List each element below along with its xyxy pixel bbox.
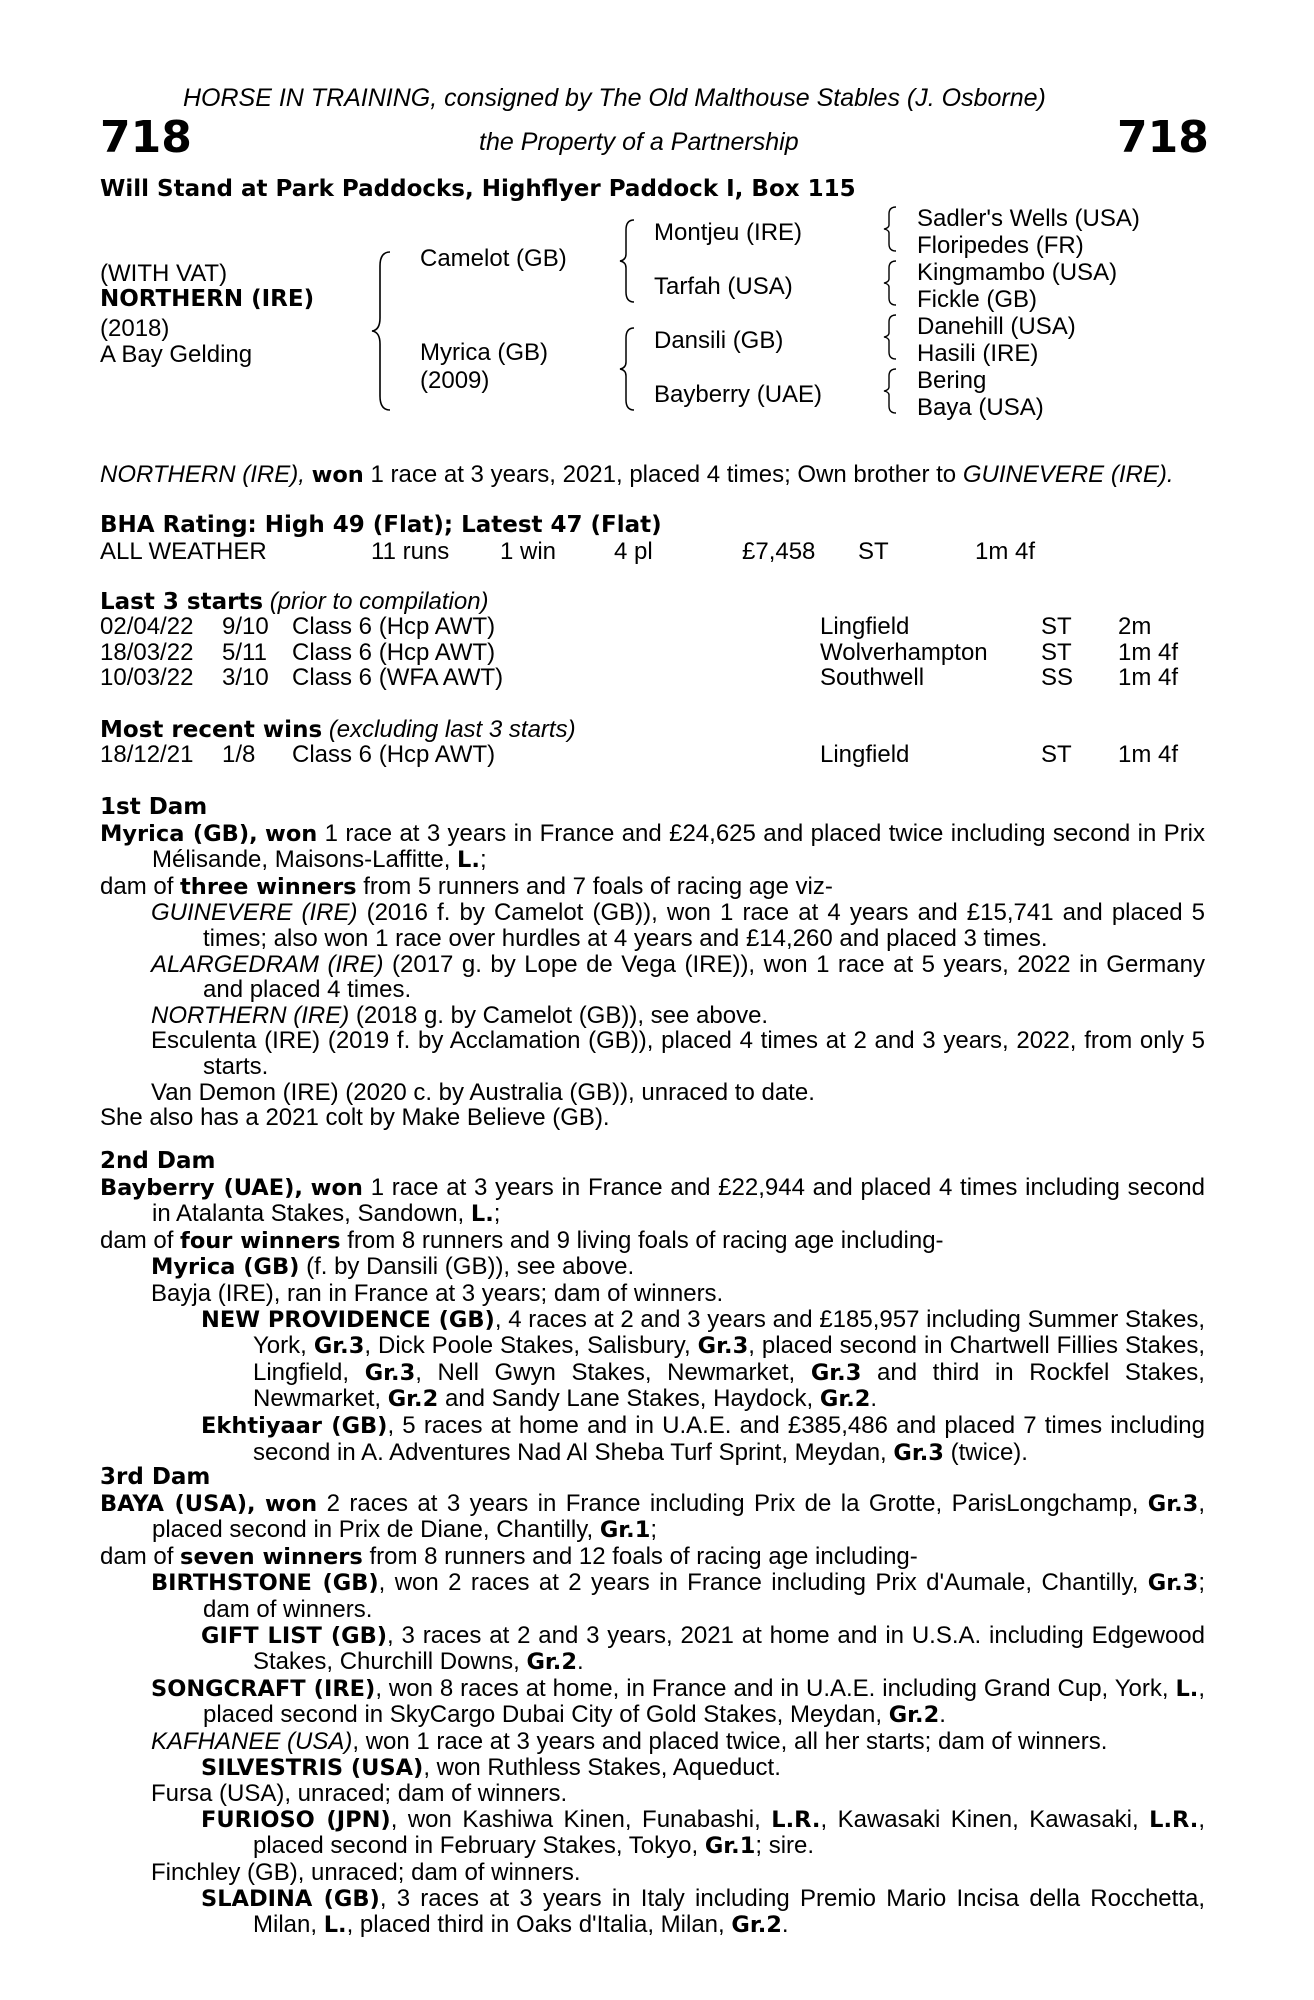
race-class: Class 6 (Hcp AWT) bbox=[292, 741, 496, 768]
granddam-2: Fickle (GB) bbox=[917, 286, 1037, 313]
rating-surface: ALL WEATHER bbox=[100, 538, 267, 565]
grandoffspring-new-providence: NEW PROVIDENCE (GB), 4 races at 2 and 3 years and £185,957 including Summer Stakes, York, Gr.3, Dick Poole Stakes, Salisbury, Gr.3, placed second in Chartwell Fillies Stakes, Lingfield, Gr.3, Nell Gwyn Stakes, Newmarket, Gr.3 and third in Rockfel Stakes, Newmarket, Gr.2 and Sandy Lane Stakes, Haydock, Gr.2. bbox=[201, 1305, 1206, 1413]
grandsire-4: Bering bbox=[917, 367, 987, 394]
race-course: Wolverhampton bbox=[820, 638, 988, 666]
rating-runs: 11 runs bbox=[371, 538, 450, 565]
race-date: 10/03/22 bbox=[100, 664, 194, 692]
race-dist: 1m 4f bbox=[1118, 664, 1179, 692]
pedigree-braces-third bbox=[880, 204, 902, 420]
rating-distance: 1m 4f bbox=[975, 538, 1036, 565]
sire-dam: Tarfah (USA) bbox=[654, 273, 793, 300]
race-date: 18/03/22 bbox=[100, 638, 194, 666]
grandoffspring-furioso: FURIOSO (JPN), won Kashiwa Kinen, Funabashi, L.R., Kawasaki Kinen, Kawasaki, L.R., placed second in February Stakes, Tokyo, Gr.1; sire. bbox=[201, 1805, 1206, 1860]
dam-sire: Dansili (GB) bbox=[654, 327, 784, 354]
race-pos: 1/8 bbox=[222, 741, 256, 768]
grandsire-2: Kingmambo (USA) bbox=[917, 259, 1118, 286]
rating-going: ST bbox=[858, 538, 889, 565]
first-dam-title: 1st Dam bbox=[100, 794, 208, 820]
stand-location: Will Stand at Park Paddocks, Highflyer Paddock I, Box 115 bbox=[100, 176, 856, 202]
recent-title: Most recent wins bbox=[100, 717, 323, 743]
third-dam-section bbox=[100, 1465, 1205, 1939]
recent-heading bbox=[100, 717, 576, 744]
lot-number-left: 718 bbox=[100, 112, 192, 163]
rating-places: 4 pl bbox=[614, 538, 653, 565]
offspring-northern: NORTHERN (IRE) (2018 g. by Camelot (GB)), see above. bbox=[151, 1001, 769, 1029]
race-dist: 1m 4f bbox=[1118, 741, 1179, 768]
second-dam-title: 2nd Dam bbox=[100, 1148, 216, 1174]
race-going: ST bbox=[1041, 741, 1072, 768]
dam-dam: Bayberry (UAE) bbox=[654, 381, 823, 408]
race-course: Lingfield bbox=[820, 613, 910, 640]
summary-name: NORTHERN (IRE), bbox=[100, 461, 305, 488]
race-class: Class 6 (Hcp AWT) bbox=[292, 638, 496, 666]
offspring-myrica: Myrica (GB) (f. by Dansili (GB)), see above. bbox=[151, 1253, 635, 1281]
last3-note: (prior to compilation) bbox=[269, 588, 489, 615]
granddam-1: Floripedes (FR) bbox=[917, 232, 1084, 259]
horse-description: A Bay Gelding bbox=[100, 341, 253, 368]
vat-label: (WITH VAT) bbox=[100, 260, 228, 287]
offspring-guinevere: GUINEVERE (IRE) (2016 f. by Camelot (GB)), won 1 race at 4 years and £15,741 and placed 5 times; also won 1 race over hurdles at 4 years and £14,260 and placed 3 times. bbox=[151, 899, 1205, 952]
pedigree-brace-main bbox=[368, 250, 398, 412]
second-dam-section bbox=[100, 1149, 1205, 1466]
offspring-fursa: Fursa (USA), unraced; dam of winners. bbox=[151, 1780, 568, 1808]
summary-brother: GUINEVERE (IRE). bbox=[962, 461, 1174, 488]
recent-note: (excluding last 3 starts) bbox=[328, 716, 576, 743]
race-going: SS bbox=[1041, 664, 1074, 692]
grandoffspring-ekhtiyaar: Ekhtiyaar (GB), 5 races at home and in U.A.E. and £385,486 and placed 7 times including second in A. Adventures Nad Al Sheba Turf Sprint, Meydan, Gr.3 (twice). bbox=[201, 1411, 1205, 1466]
last3-heading bbox=[100, 589, 489, 616]
race-course: Lingfield bbox=[820, 741, 910, 768]
header-property: the Property of a Partnership bbox=[479, 128, 799, 156]
third-dam-title: 3rd Dam bbox=[100, 1464, 211, 1490]
sire: Camelot (GB) bbox=[420, 245, 567, 272]
race-date: 02/04/22 bbox=[100, 613, 194, 640]
race-class: Class 6 (WFA AWT) bbox=[292, 664, 504, 692]
offspring-songcraft: SONGCRAFT (IRE), won 8 races at home, in France and in U.A.E. including Grand Cup, York, L., placed second in SkyCargo Dubai City of Gold Stakes, Meydan, Gr.2. bbox=[151, 1674, 1205, 1729]
summary-text: 1 race at 3 years, 2021, placed 4 times; Own brother to bbox=[370, 461, 957, 488]
pedigree-brace-dam bbox=[616, 326, 640, 412]
first-dam-section bbox=[100, 795, 1205, 1131]
sire-sire: Montjeu (IRE) bbox=[654, 219, 803, 246]
race-going: ST bbox=[1041, 638, 1072, 666]
third-dam-record: BAYA (USA), won 2 races at 3 years in France including Prix de la Grotte, ParisLongchamp, Gr.3, placed second in Prix de Diane, Chantilly, Gr.1; bbox=[100, 1489, 1206, 1544]
summary-line bbox=[100, 462, 1174, 489]
race-date: 18/12/21 bbox=[100, 741, 194, 768]
rating-title: BHA Rating: High 49 (Flat); Latest 47 (Flat) bbox=[100, 512, 662, 538]
dam: Myrica (GB) bbox=[420, 339, 548, 366]
dam-year: (2009) bbox=[420, 367, 490, 394]
offspring-bayja: Bayja (IRE), ran in France at 3 years; dam of winners. bbox=[151, 1279, 724, 1307]
race-dist: 1m 4f bbox=[1118, 638, 1179, 666]
race-dist: 2m bbox=[1118, 613, 1152, 640]
lot-number-right: 718 bbox=[1117, 112, 1209, 163]
grandoffspring-gift-list: GIFT LIST (GB), 3 races at 2 and 3 years, 2021 at home and in U.S.A. including Edgewood Stakes, Churchill Downs, Gr.2. bbox=[201, 1621, 1206, 1676]
horse-year: (2018) bbox=[100, 315, 170, 342]
offspring-kafhanee: KAFHANEE (USA), won 1 race at 3 years and placed twice, all her starts; dam of winners. bbox=[151, 1727, 1108, 1755]
race-going: ST bbox=[1041, 613, 1072, 640]
race-class: Class 6 (Hcp AWT) bbox=[292, 613, 496, 640]
grandoffspring-silvestris: SILVESTRIS (USA), won Ruthless Stakes, Aqueduct. bbox=[201, 1753, 781, 1781]
offspring-birthstone: BIRTHSTONE (GB), won 2 races at 2 years in France including Prix d'Aumale, Chantilly, Gr.3; dam of winners. bbox=[151, 1569, 1206, 1623]
header-consignor: HORSE IN TRAINING, consigned by The Old Malthouse Stables (J. Osborne) bbox=[183, 84, 1046, 112]
horse-name: NORTHERN (IRE) bbox=[100, 286, 315, 312]
first-dam-produce: dam of three winners from 5 runners and 7 foals of racing age viz- bbox=[100, 872, 833, 900]
last3-title: Last 3 starts bbox=[100, 589, 264, 615]
third-dam-produce: dam of seven winners from 8 runners and 12 foals of racing age including- bbox=[100, 1542, 918, 1570]
offspring-esculenta: Esculenta (IRE) (2019 f. by Acclamation (GB)), placed 4 times at 2 and 3 years, 2022, from only 5 starts. bbox=[151, 1027, 1205, 1080]
offspring-van-demon: Van Demon (IRE) (2020 c. by Australia (GB)), unraced to date. bbox=[151, 1078, 815, 1106]
granddam-3: Hasili (IRE) bbox=[917, 340, 1039, 367]
grandsire-1: Sadler's Wells (USA) bbox=[917, 205, 1140, 232]
race-course: Southwell bbox=[820, 664, 925, 692]
race-pos: 9/10 bbox=[222, 613, 269, 640]
rating-wins: 1 win bbox=[500, 538, 557, 565]
race-pos: 3/10 bbox=[222, 664, 269, 692]
first-dam-record: Myrica (GB), won 1 race at 3 years in France and £24,625 and placed twice including second in Prix Mélisande, Maisons-Laffitte, L.; bbox=[100, 819, 1206, 874]
second-dam-record: Bayberry (UAE), won 1 race at 3 years in France and £22,944 and placed 4 times including second in Atalanta Stakes, Sandown, L.; bbox=[100, 1173, 1205, 1228]
offspring-finchley: Finchley (GB), unraced; dam of winners. bbox=[151, 1858, 581, 1886]
race-pos: 5/11 bbox=[222, 638, 267, 666]
summary-won: won bbox=[311, 462, 364, 488]
grandoffspring-sladina: SLADINA (GB), 3 races at 3 years in Italy including Premio Mario Incisa della Rocchetta, Milan, L., placed third in Oaks d'Italia, Milan, Gr.2. bbox=[201, 1884, 1206, 1939]
rating-earnings: £7,458 bbox=[742, 538, 816, 565]
second-dam-produce: dam of four winners from 8 runners and 9 living foals of racing age including- bbox=[100, 1226, 944, 1254]
offspring-alargedram: ALARGEDRAM (IRE) (2017 g. by Lope de Vega (IRE)), won 1 race at 5 years, 2022 in Germany and placed 4 times. bbox=[151, 950, 1205, 1004]
pedigree-brace-sire bbox=[616, 218, 640, 304]
granddam-4: Baya (USA) bbox=[917, 394, 1044, 421]
first-dam-also: She also has a 2021 colt by Make Believe (GB). bbox=[100, 1104, 610, 1132]
grandsire-3: Danehill (USA) bbox=[917, 313, 1076, 340]
